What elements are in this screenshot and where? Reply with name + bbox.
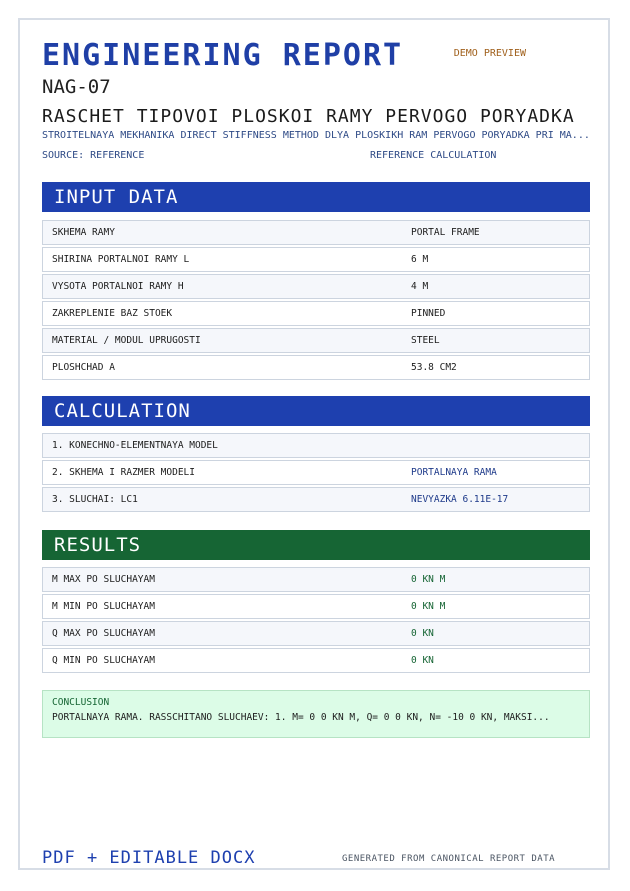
table-row — [42, 648, 590, 673]
result-value: 0 KN — [411, 628, 434, 639]
input-label: SKHEMA RAMY — [52, 227, 115, 238]
input-label: PLOSHCHAD A — [52, 362, 115, 373]
conclusion-text: PORTALNAYA RAMA. RASSCHITANO SLUCHAEV: 1. M= 0 0 KN M, Q= 0 0 KN, N= -10 0 KN, MAKSI... — [52, 712, 550, 723]
input-value: 53.8 CM2 — [411, 362, 457, 373]
calc-step: 2. SKHEMA I RAZMER MODELI — [52, 467, 195, 478]
result-label: Q MIN PO SLUCHAYAM — [52, 655, 155, 666]
report-subtitle: RASCHET TIPOVOI PLOSKOI RAMY PERVOGO PORYADKA — [42, 106, 575, 127]
table-row — [42, 487, 590, 512]
report-code: NAG-07 — [42, 76, 111, 98]
result-value: 0 KN M — [411, 601, 446, 612]
input-value: STEEL — [411, 335, 440, 346]
table-row — [42, 247, 590, 272]
input-value: PORTAL FRAME — [411, 227, 480, 238]
result-value: 0 KN — [411, 655, 434, 666]
calc-value: PORTALNAYA RAMA — [411, 467, 497, 478]
table-row — [42, 594, 590, 619]
result-label: M MAX PO SLUCHAYAM — [52, 574, 155, 585]
calc-step: 1. KONECHNO-ELEMENTNAYA MODEL — [52, 440, 218, 451]
report-title: ENGINEERING REPORT — [42, 38, 404, 73]
table-row — [42, 328, 590, 353]
table-row — [42, 460, 590, 485]
demo-preview-label: DEMO PREVIEW — [453, 48, 526, 59]
calculation-table — [42, 433, 590, 512]
input-value: PINNED — [411, 308, 446, 319]
calc-value: NEVYAZKA 6.11E-17 — [411, 494, 509, 505]
result-label: Q MAX PO SLUCHAYAM — [52, 628, 155, 639]
source-label: SOURCE: REFERENCE — [42, 150, 145, 161]
table-row — [42, 355, 590, 380]
conclusion-box — [42, 690, 590, 738]
results-table — [42, 567, 590, 673]
input-label: SHIRINA PORTALNOI RAMY L — [52, 254, 190, 265]
generated-note: GENERATED FROM CANONICAL REPORT DATA — [342, 854, 556, 864]
table-row — [42, 567, 590, 592]
input-value: 4 M — [411, 281, 429, 292]
input-data-table — [42, 220, 590, 380]
table-row — [42, 433, 590, 458]
formats-label: PDF + EDITABLE DOCX — [42, 848, 256, 868]
input-label: MATERIAL / MODUL UPRUGOSTI — [52, 335, 201, 346]
table-row — [42, 621, 590, 646]
table-row — [42, 301, 590, 326]
report-page — [18, 18, 610, 870]
calculation-heading: CALCULATION — [42, 396, 590, 426]
results-heading: RESULTS — [42, 530, 590, 560]
table-row — [42, 220, 590, 245]
input-label: ZAKREPLENIE BAZ STOEK — [52, 308, 173, 319]
table-row — [42, 274, 590, 299]
report-description: STROITELNAYA MEKHANIKA DIRECT STIFFNESS METHOD DLYA PLOSKIKH RAM PERVOGO PORYADKA PRI MA... — [42, 130, 590, 141]
input-value: 6 M — [411, 254, 429, 265]
conclusion-label: CONCLUSION — [52, 697, 110, 708]
input-data-heading: INPUT DATA — [42, 182, 590, 212]
calc-step: 3. SLUCHAI: LC1 — [52, 494, 138, 505]
reference-label: REFERENCE CALCULATION — [370, 150, 497, 161]
result-label: M MIN PO SLUCHAYAM — [52, 601, 155, 612]
input-label: VYSOTA PORTALNOI RAMY H — [52, 281, 184, 292]
result-value: 0 KN M — [411, 574, 446, 585]
